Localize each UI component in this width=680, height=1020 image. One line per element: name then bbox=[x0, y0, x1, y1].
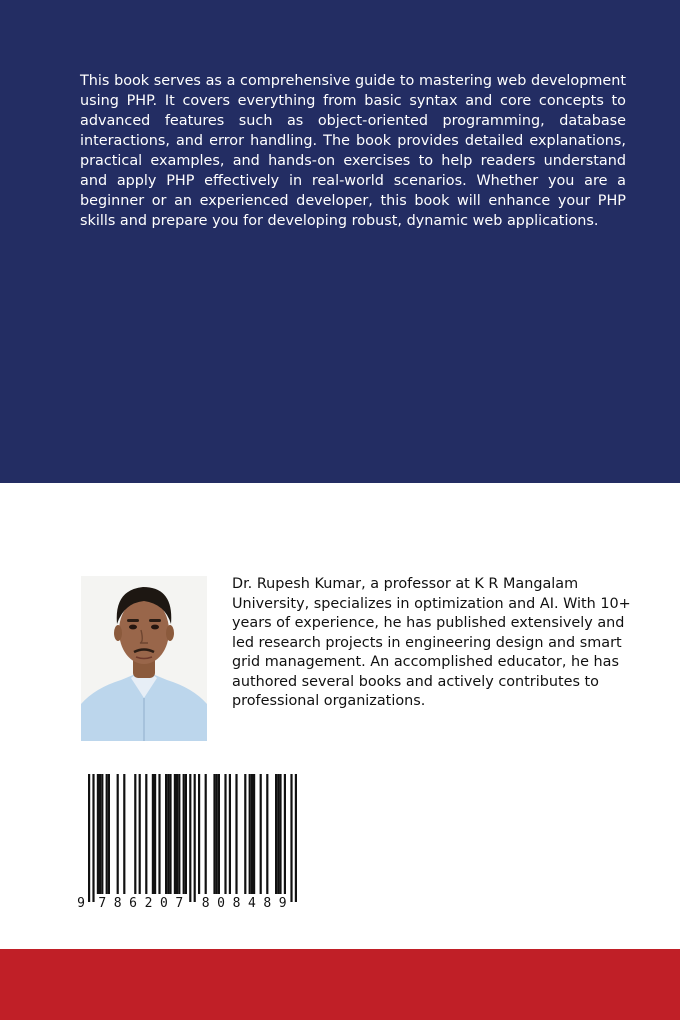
barcode-bar bbox=[101, 774, 103, 894]
barcode-bar bbox=[213, 774, 215, 894]
barcode-bar bbox=[178, 774, 180, 894]
barcode-bar bbox=[198, 774, 200, 894]
barcode-bar bbox=[152, 774, 154, 894]
barcode-bar bbox=[169, 774, 171, 894]
isbn-barcode bbox=[76, 774, 314, 910]
barcode-bar bbox=[189, 774, 191, 902]
barcode-digit: 4 bbox=[247, 896, 256, 910]
barcode-digit: 7 bbox=[98, 896, 107, 910]
barcode-digit: 8 bbox=[201, 896, 210, 910]
barcode-bar bbox=[97, 774, 99, 894]
barcode-bar bbox=[218, 774, 220, 894]
barcode-bar bbox=[253, 774, 255, 894]
barcode-bar bbox=[205, 774, 207, 894]
barcode-bar bbox=[134, 774, 136, 894]
barcode-bar bbox=[158, 774, 160, 894]
barcode-digit: 2 bbox=[144, 896, 153, 910]
barcode-bar bbox=[279, 774, 281, 894]
barcode-digit: 6 bbox=[129, 896, 138, 910]
book-blurb: This book serves as a comprehensive guide to mastering web development using PHP. It covers everything from basic syntax and core concepts to advanced features such as object-oriented programming, database interactions, and error handling. The book provides detailed explanations, practical examples, and hands-on exercises to help readers understand and apply PHP effectively in real-world scenarios. Whether you are a beginner or an experienced developer, this book will enhance your PHP skills and prepare you for developing robust, dynamic web applications. bbox=[80, 73, 626, 229]
barcode-bar bbox=[92, 774, 94, 902]
barcode-digit: 8 bbox=[232, 896, 241, 910]
barcode-digit: 9 bbox=[278, 896, 287, 910]
barcode-bar bbox=[145, 774, 147, 894]
barcode-bar bbox=[216, 774, 218, 894]
barcode-bar bbox=[235, 774, 237, 894]
barcode-bar bbox=[139, 774, 141, 894]
barcode-bar bbox=[99, 774, 101, 894]
barcode-digit: 0 bbox=[159, 896, 168, 910]
barcode-bar bbox=[295, 774, 297, 902]
barcode-bar bbox=[174, 774, 176, 894]
barcode-bar bbox=[117, 774, 119, 894]
barcode-bar bbox=[154, 774, 156, 894]
barcode-bar bbox=[275, 774, 277, 894]
barcode-bar bbox=[290, 774, 292, 902]
barcode-bar bbox=[123, 774, 125, 894]
author-photo bbox=[81, 576, 207, 741]
barcode-bar bbox=[183, 774, 185, 894]
back-cover-bottom-strip bbox=[0, 949, 680, 1020]
barcode-digit: 7 bbox=[175, 896, 184, 910]
barcode-digit: 0 bbox=[217, 896, 226, 910]
barcode-bar bbox=[185, 774, 187, 894]
barcode-bar bbox=[260, 774, 262, 894]
back-cover-top-panel bbox=[0, 0, 680, 483]
barcode-bar bbox=[165, 774, 167, 894]
barcode-digit: 8 bbox=[263, 896, 272, 910]
barcode-bar bbox=[167, 774, 169, 894]
barcode-bar bbox=[251, 774, 253, 894]
barcode-bar bbox=[88, 774, 90, 902]
barcode-bar bbox=[224, 774, 226, 894]
barcode-digit: 9 bbox=[77, 896, 85, 910]
barcode-bar bbox=[284, 774, 286, 894]
barcode-bar bbox=[266, 774, 268, 894]
author-bio: Dr. Rupesh Kumar, a professor at K R Mangalam University, specializes in optimization and AI. With 10+ years of experience, he has published extensively and led research projects in engineering design and smart grid management. An accomplished educator, he has authored several books and actively contributes to professional organizations. bbox=[232, 576, 631, 709]
barcode-digit: 8 bbox=[113, 896, 122, 910]
barcode-bar bbox=[194, 774, 196, 902]
barcode-bar bbox=[106, 774, 108, 894]
barcode-bar bbox=[277, 774, 279, 894]
barcode-bar bbox=[249, 774, 251, 894]
barcode-bar bbox=[108, 774, 110, 894]
barcode-bar bbox=[244, 774, 246, 894]
barcode-bar bbox=[176, 774, 178, 894]
barcode-bar bbox=[229, 774, 231, 894]
